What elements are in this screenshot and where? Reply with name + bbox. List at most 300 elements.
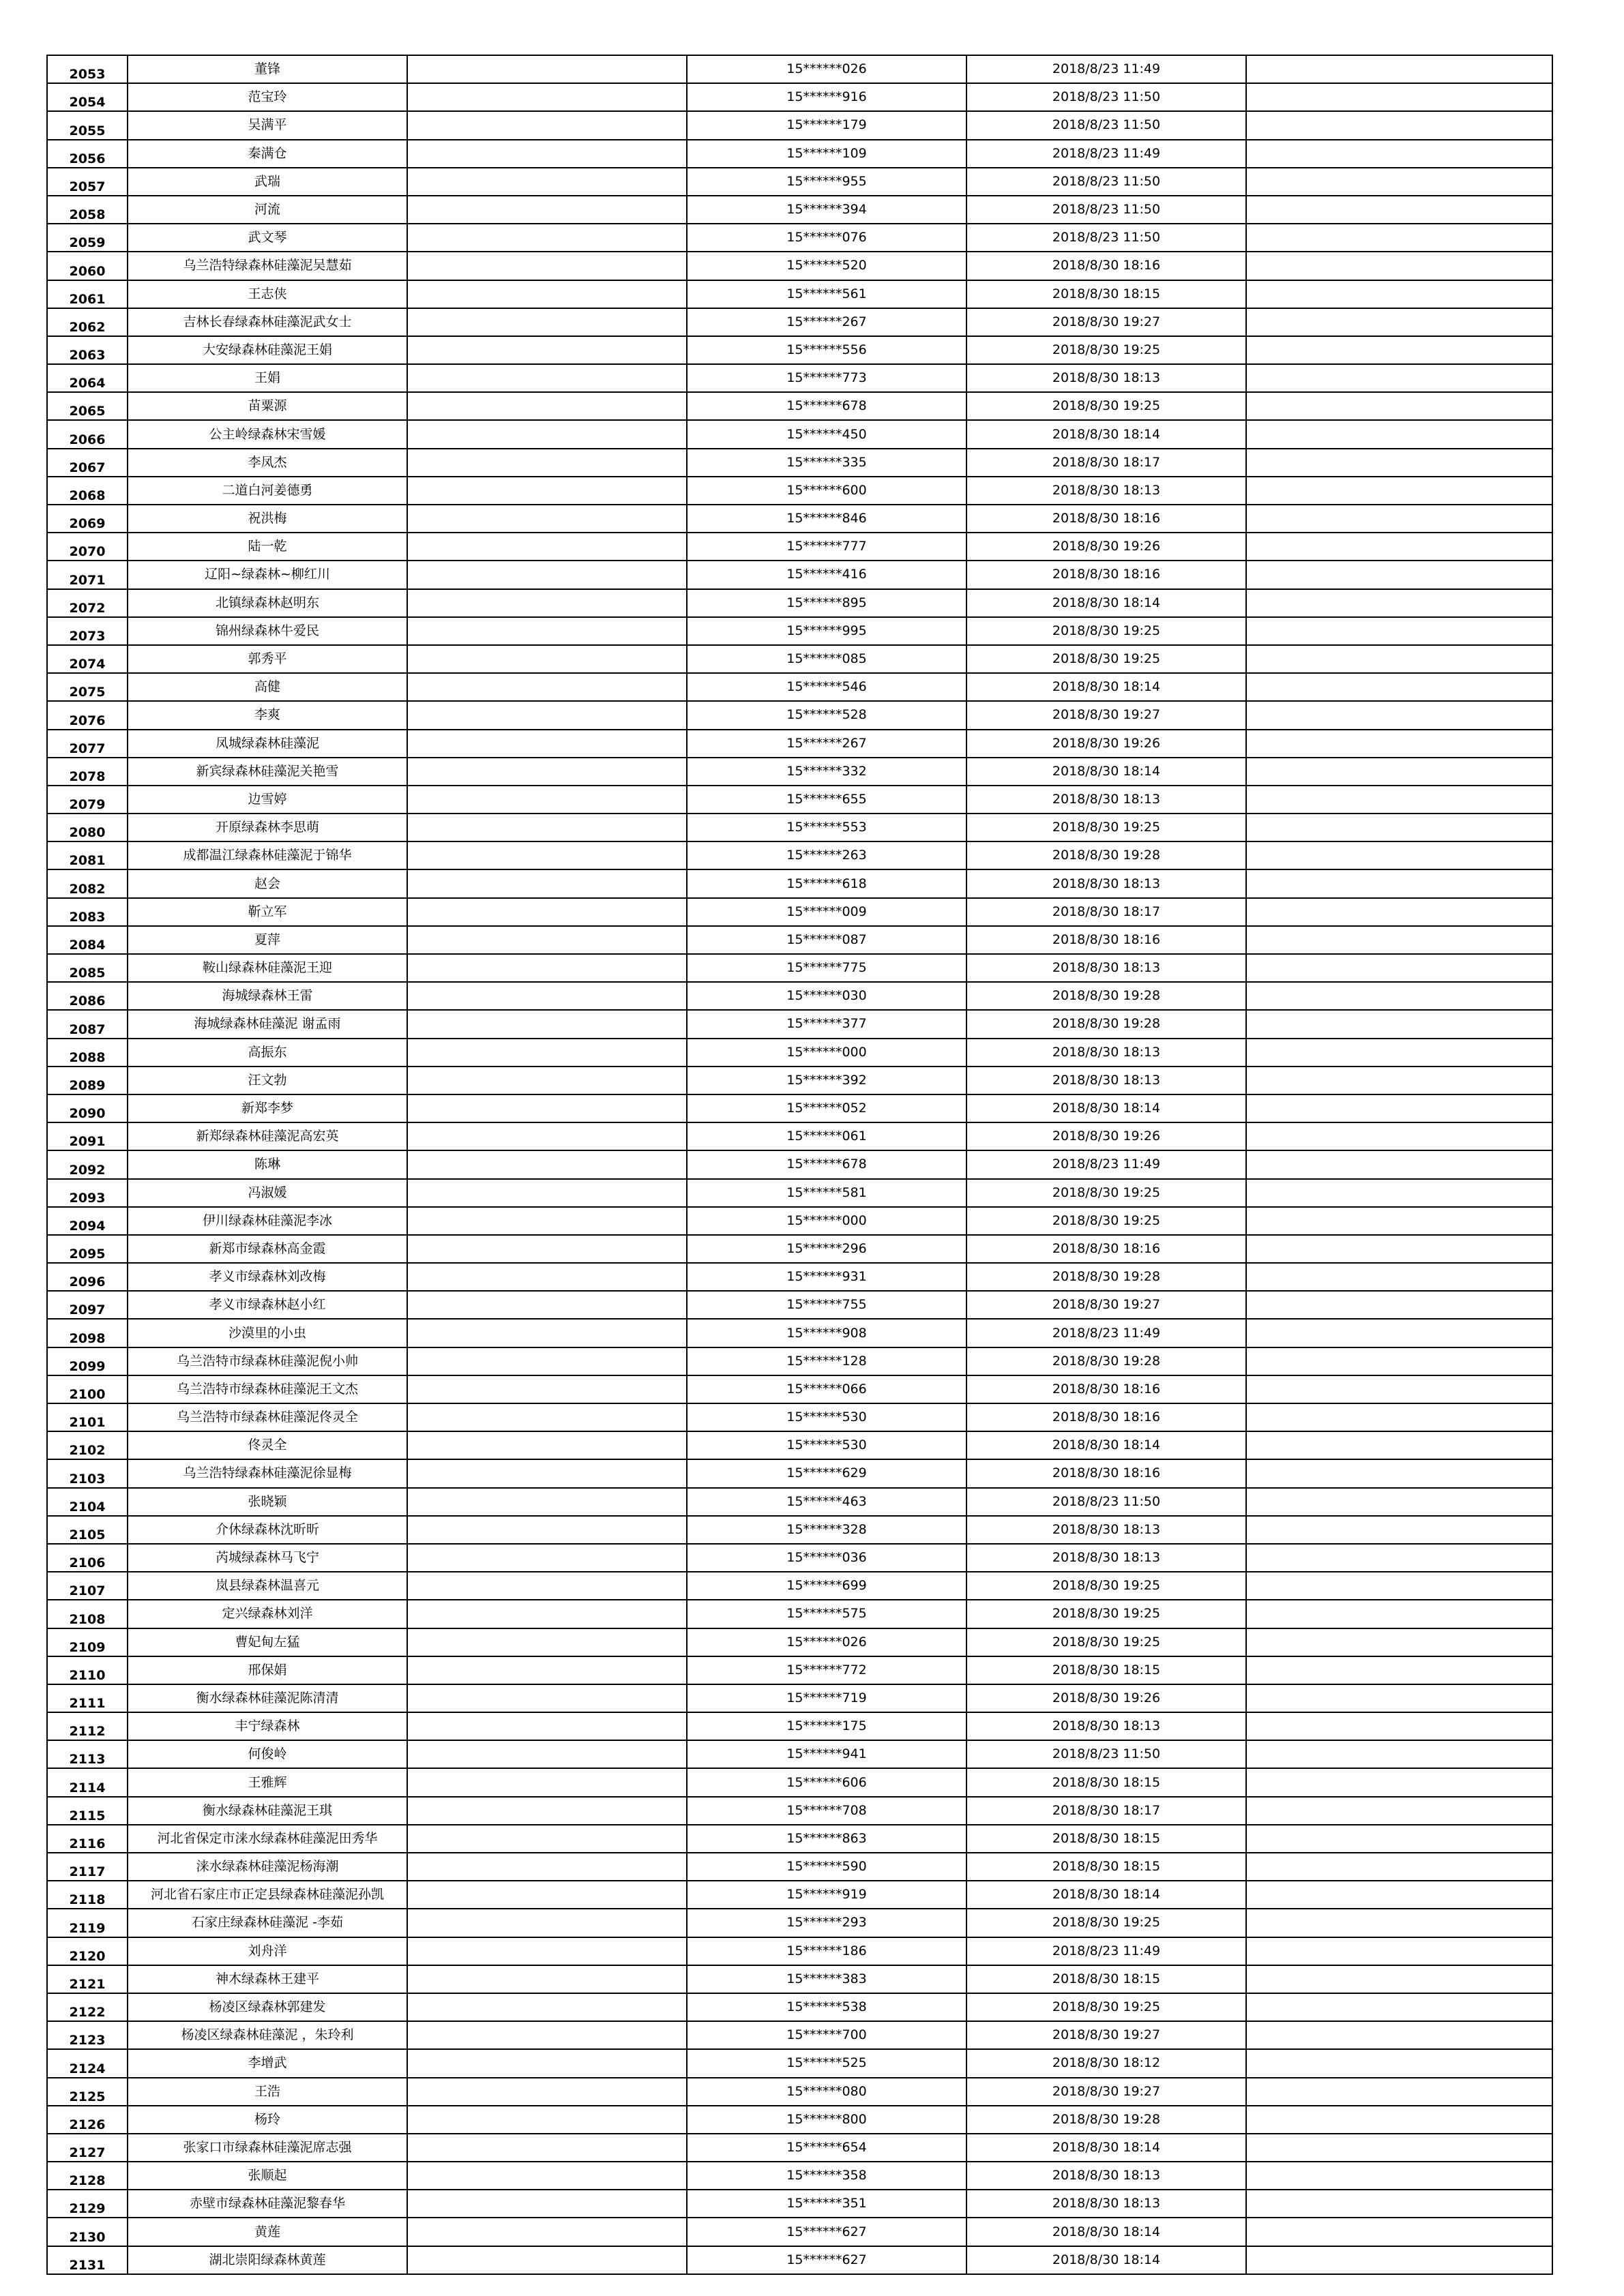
empty-cell [1246,111,1552,139]
empty-cell [407,1459,687,1487]
empty-cell [407,392,687,420]
empty-cell [407,1572,687,1600]
time-cell: 2018/8/23 11:50 [966,196,1246,224]
time-cell: 2018/8/30 18:16 [966,1403,1246,1431]
empty-cell [1246,1459,1552,1487]
row-number-cell: 2056 [47,140,128,168]
empty-cell [1246,1235,1552,1263]
row-number-cell: 2080 [47,814,128,841]
row-number-cell: 2084 [47,926,128,954]
empty-cell [407,1825,687,1853]
name-cell: 王雅辉 [128,1768,407,1796]
time-cell: 2018/8/30 19:27 [966,1291,1246,1319]
empty-cell [1246,1347,1552,1375]
name-cell: 靳立军 [128,898,407,926]
name-cell: 河流 [128,196,407,224]
name-cell: 乌兰浩特绿森林硅藻泥吴慧茹 [128,252,407,280]
time-cell: 2018/8/30 18:17 [966,1797,1246,1825]
row-number-cell: 2097 [47,1291,128,1319]
table-row [47,814,1552,841]
row-number-cell: 2127 [47,2134,128,2162]
table-row [47,898,1552,926]
time-cell: 2018/8/30 19:25 [966,336,1246,364]
phone-cell: 15******678 [687,392,966,420]
name-cell: 范宝玲 [128,83,407,111]
phone-cell: 15******000 [687,1207,966,1235]
time-cell: 2018/8/30 18:16 [966,1459,1246,1487]
phone-cell: 15******383 [687,1965,966,1993]
row-number-cell: 2096 [47,1263,128,1291]
empty-cell [407,1909,687,1937]
empty-cell [407,505,687,533]
name-cell: 陈琳 [128,1150,407,1178]
table-row [47,364,1552,392]
row-number-cell: 2090 [47,1094,128,1122]
time-cell: 2018/8/30 19:27 [966,2078,1246,2106]
empty-cell [407,224,687,252]
time-cell: 2018/8/30 18:13 [966,954,1246,982]
time-cell: 2018/8/30 18:14 [966,758,1246,786]
row-number-cell: 2079 [47,786,128,814]
table-row [47,1909,1552,1937]
empty-cell [1246,449,1552,477]
row-number-cell: 2117 [47,1853,128,1881]
empty-cell [1246,730,1552,758]
phone-cell: 15******263 [687,841,966,869]
phone-cell: 15******561 [687,280,966,308]
row-number-cell: 2098 [47,1319,128,1347]
phone-cell: 15******085 [687,645,966,673]
time-cell: 2018/8/30 19:25 [966,1993,1246,2021]
table-row [47,1684,1552,1712]
empty-cell [407,869,687,897]
empty-cell [1246,505,1552,533]
table-row [47,2162,1552,2190]
table-row [47,1853,1552,1881]
name-cell: 张晓颖 [128,1488,407,1516]
name-cell: 董锋 [128,55,407,83]
empty-cell [1246,336,1552,364]
row-number-cell: 2075 [47,673,128,701]
phone-cell: 15******600 [687,477,966,505]
name-cell: 成都温江绿森林硅藻泥于锦华 [128,841,407,869]
table-row [47,1010,1552,1038]
empty-cell [1246,420,1552,448]
name-cell: 秦满仓 [128,140,407,168]
time-cell: 2018/8/30 18:15 [966,1656,1246,1684]
row-number-cell: 2129 [47,2190,128,2218]
name-cell: 芮城绿森林马飞宁 [128,1544,407,1572]
table-row [47,1403,1552,1431]
table-row [47,1656,1552,1684]
phone-cell: 15******590 [687,1853,966,1881]
empty-cell [1246,252,1552,280]
empty-cell [407,1516,687,1544]
name-cell: 佟灵全 [128,1431,407,1459]
row-number-cell: 2116 [47,1825,128,1853]
table-row [47,841,1552,869]
empty-cell [1246,1263,1552,1291]
empty-cell [1246,1150,1552,1178]
time-cell: 2018/8/30 18:17 [966,898,1246,926]
phone-cell: 15******052 [687,1094,966,1122]
row-number-cell: 2095 [47,1235,128,1263]
name-cell: 凤城绿森林硅藻泥 [128,730,407,758]
phone-cell: 15******009 [687,898,966,926]
phone-cell: 15******606 [687,1768,966,1796]
empty-cell [1246,1684,1552,1712]
phone-cell: 15******066 [687,1375,966,1403]
row-number-cell: 2072 [47,589,128,617]
time-cell: 2018/8/30 19:25 [966,617,1246,645]
empty-cell [407,2078,687,2106]
table-row [47,2246,1552,2274]
table-row [47,1431,1552,1459]
phone-cell: 15******846 [687,505,966,533]
empty-cell [1246,392,1552,420]
empty-cell [1246,758,1552,786]
name-cell: 李爽 [128,701,407,729]
name-cell: 赤壁市绿森林硅藻泥黎春华 [128,2190,407,2218]
name-cell: 苗粟源 [128,392,407,420]
row-number-cell: 2131 [47,2246,128,2274]
empty-cell [407,982,687,1010]
empty-cell [407,1039,687,1067]
empty-cell [1246,2246,1552,2274]
table-row [47,1965,1552,1993]
table-row [47,1768,1552,1796]
empty-cell [407,2106,687,2134]
row-number-cell: 2099 [47,1347,128,1375]
row-number-cell: 2055 [47,111,128,139]
empty-cell [1246,1207,1552,1235]
name-cell: 黄莲 [128,2218,407,2246]
empty-cell [1246,1122,1552,1150]
table-row [47,1067,1552,1094]
row-number-cell: 2105 [47,1516,128,1544]
phone-cell: 15******800 [687,2106,966,2134]
name-cell: 王娟 [128,364,407,392]
empty-cell [407,83,687,111]
empty-cell [407,1544,687,1572]
phone-cell: 15******450 [687,420,966,448]
empty-cell [1246,701,1552,729]
table-row [47,449,1552,477]
name-cell: 岚县绿森林温喜元 [128,1572,407,1600]
table-body [47,55,1552,2274]
time-cell: 2018/8/23 11:50 [966,83,1246,111]
empty-cell [407,2021,687,2049]
phone-cell: 15******700 [687,2021,966,2049]
phone-cell: 15******575 [687,1600,966,1628]
empty-cell [407,898,687,926]
phone-cell: 15******332 [687,758,966,786]
phone-cell: 15******908 [687,1319,966,1347]
time-cell: 2018/8/30 19:25 [966,1600,1246,1628]
time-cell: 2018/8/30 19:26 [966,1122,1246,1150]
name-cell: 李凤杰 [128,449,407,477]
empty-cell [407,1431,687,1459]
empty-cell [407,1263,687,1291]
empty-cell [1246,1010,1552,1038]
name-cell: 夏萍 [128,926,407,954]
name-cell: 辽阳~绿森林~柳红川 [128,561,407,588]
table-row [47,869,1552,897]
phone-cell: 15******895 [687,589,966,617]
row-number-cell: 2061 [47,280,128,308]
empty-cell [1246,196,1552,224]
row-number-cell: 2067 [47,449,128,477]
table-row [47,1291,1552,1319]
empty-cell [407,1403,687,1431]
row-number-cell: 2068 [47,477,128,505]
empty-cell [407,168,687,196]
table-row [47,589,1552,617]
phone-cell: 15******328 [687,1516,966,1544]
time-cell: 2018/8/23 11:49 [966,1319,1246,1347]
table-row [47,1375,1552,1403]
empty-cell [407,1628,687,1656]
time-cell: 2018/8/23 11:49 [966,1150,1246,1178]
empty-cell [407,1291,687,1319]
phone-cell: 15******772 [687,1656,966,1684]
empty-cell [1246,280,1552,308]
time-cell: 2018/8/30 18:14 [966,2134,1246,2162]
empty-cell [407,477,687,505]
time-cell: 2018/8/30 19:25 [966,392,1246,420]
empty-cell [1246,1431,1552,1459]
empty-cell [1246,841,1552,869]
phone-cell: 15******553 [687,814,966,841]
row-number-cell: 2076 [47,701,128,729]
time-cell: 2018/8/30 18:13 [966,2190,1246,2218]
empty-cell [407,420,687,448]
empty-cell [407,617,687,645]
empty-cell [407,308,687,336]
name-cell: 邢保娟 [128,1656,407,1684]
empty-cell [1246,1712,1552,1740]
row-number-cell: 2063 [47,336,128,364]
name-cell: 河北省石家庄市正定县绿森林硅藻泥孙凯 [128,1881,407,1909]
table-row [47,392,1552,420]
time-cell: 2018/8/30 18:15 [966,1768,1246,1796]
empty-cell [1246,1179,1552,1207]
time-cell: 2018/8/30 19:26 [966,730,1246,758]
table-row [47,477,1552,505]
name-cell: 北镇绿森林赵明东 [128,589,407,617]
phone-cell: 15******556 [687,336,966,364]
row-number-cell: 2121 [47,1965,128,1993]
empty-cell [407,140,687,168]
row-number-cell: 2128 [47,2162,128,2190]
phone-cell: 15******109 [687,140,966,168]
time-cell: 2018/8/30 18:16 [966,561,1246,588]
empty-cell [1246,1881,1552,1909]
empty-cell [1246,1797,1552,1825]
empty-cell [407,336,687,364]
time-cell: 2018/8/30 18:15 [966,1853,1246,1881]
row-number-cell: 2094 [47,1207,128,1235]
empty-cell [407,1937,687,1965]
row-number-cell: 2085 [47,954,128,982]
table-row [47,786,1552,814]
empty-cell [407,196,687,224]
time-cell: 2018/8/23 11:50 [966,224,1246,252]
table-row [47,1825,1552,1853]
phone-cell: 15******941 [687,1740,966,1768]
empty-cell [407,1656,687,1684]
empty-cell [407,926,687,954]
time-cell: 2018/8/30 19:28 [966,2106,1246,2134]
empty-cell [1246,869,1552,897]
empty-cell [407,1094,687,1122]
table-row [47,954,1552,982]
time-cell: 2018/8/30 18:14 [966,589,1246,617]
empty-cell [407,1768,687,1796]
table-row [47,1488,1552,1516]
time-cell: 2018/8/30 18:13 [966,869,1246,897]
table-row [47,1122,1552,1150]
empty-cell [407,1319,687,1347]
empty-cell [1246,2049,1552,2077]
phone-cell: 15******699 [687,1572,966,1600]
empty-cell [1246,786,1552,814]
row-number-cell: 2115 [47,1797,128,1825]
empty-cell [407,1488,687,1516]
table-row [47,2049,1552,2077]
name-cell: 杨凌区绿森林郭建发 [128,1993,407,2021]
empty-cell [407,561,687,588]
empty-cell [1246,1094,1552,1122]
name-cell: 武瑞 [128,168,407,196]
phone-cell: 15******335 [687,449,966,477]
time-cell: 2018/8/30 18:13 [966,1516,1246,1544]
time-cell: 2018/8/30 18:15 [966,280,1246,308]
phone-cell: 15******919 [687,1881,966,1909]
registration-table [46,55,1553,2275]
empty-cell [1246,1516,1552,1544]
empty-cell [407,1150,687,1178]
empty-cell [407,589,687,617]
phone-cell: 15******358 [687,2162,966,2190]
empty-cell [407,533,687,561]
time-cell: 2018/8/23 11:49 [966,55,1246,83]
name-cell: 锦州绿森林牛爱民 [128,617,407,645]
phone-cell: 15******618 [687,869,966,897]
table-row [47,336,1552,364]
row-number-cell: 2113 [47,1740,128,1768]
phone-cell: 15******678 [687,1150,966,1178]
table-row [47,1797,1552,1825]
table-row [47,645,1552,673]
empty-cell [1246,1544,1552,1572]
empty-cell [1246,1067,1552,1094]
empty-cell [407,673,687,701]
row-number-cell: 2088 [47,1039,128,1067]
phone-cell: 15******463 [687,1488,966,1516]
empty-cell [407,1207,687,1235]
phone-cell: 15******995 [687,617,966,645]
empty-cell [1246,1768,1552,1796]
empty-cell [1246,954,1552,982]
empty-cell [1246,1853,1552,1881]
empty-cell [407,1853,687,1881]
table-row [47,1600,1552,1628]
name-cell: 祝洪梅 [128,505,407,533]
row-number-cell: 2074 [47,645,128,673]
table-row [47,1207,1552,1235]
name-cell: 高振东 [128,1039,407,1067]
name-cell: 武文琴 [128,224,407,252]
time-cell: 2018/8/23 11:49 [966,140,1246,168]
empty-cell [1246,55,1552,83]
empty-cell [1246,561,1552,588]
time-cell: 2018/8/30 19:25 [966,1207,1246,1235]
table-row [47,1179,1552,1207]
empty-cell [407,252,687,280]
time-cell: 2018/8/23 11:50 [966,1740,1246,1768]
row-number-cell: 2092 [47,1150,128,1178]
row-number-cell: 2069 [47,505,128,533]
row-number-cell: 2070 [47,533,128,561]
row-number-cell: 2054 [47,83,128,111]
empty-cell [1246,1319,1552,1347]
table-row [47,83,1552,111]
empty-cell [407,786,687,814]
empty-cell [1246,1628,1552,1656]
time-cell: 2018/8/30 18:14 [966,420,1246,448]
empty-cell [407,1712,687,1740]
time-cell: 2018/8/30 18:13 [966,364,1246,392]
name-cell: 王志侠 [128,280,407,308]
time-cell: 2018/8/23 11:49 [966,1937,1246,1965]
empty-cell [407,1010,687,1038]
phone-cell: 15******293 [687,1909,966,1937]
table-row [47,2190,1552,2218]
name-cell: 曹妃甸左猛 [128,1628,407,1656]
empty-cell [407,2218,687,2246]
name-cell: 二道白河姜德勇 [128,477,407,505]
time-cell: 2018/8/30 19:25 [966,1628,1246,1656]
table-row [47,1347,1552,1375]
empty-cell [1246,1572,1552,1600]
table-row [47,140,1552,168]
time-cell: 2018/8/23 11:50 [966,111,1246,139]
row-number-cell: 2118 [47,1881,128,1909]
table-row [47,1628,1552,1656]
row-number-cell: 2119 [47,1909,128,1937]
phone-cell: 15******128 [687,1347,966,1375]
time-cell: 2018/8/30 19:26 [966,533,1246,561]
time-cell: 2018/8/30 18:16 [966,1375,1246,1403]
data-sheet [46,55,1552,2275]
row-number-cell: 2059 [47,224,128,252]
name-cell: 介休绿森林沈昕昕 [128,1516,407,1544]
empty-cell [1246,168,1552,196]
time-cell: 2018/8/30 19:26 [966,1684,1246,1712]
empty-cell [407,1235,687,1263]
time-cell: 2018/8/30 18:14 [966,1094,1246,1122]
time-cell: 2018/8/30 18:16 [966,926,1246,954]
phone-cell: 15******080 [687,2078,966,2106]
table-row [47,111,1552,139]
table-row [47,1544,1552,1572]
time-cell: 2018/8/30 19:25 [966,1179,1246,1207]
empty-cell [407,1179,687,1207]
table-row [47,1459,1552,1487]
phone-cell: 15******036 [687,1544,966,1572]
empty-cell [1246,898,1552,926]
